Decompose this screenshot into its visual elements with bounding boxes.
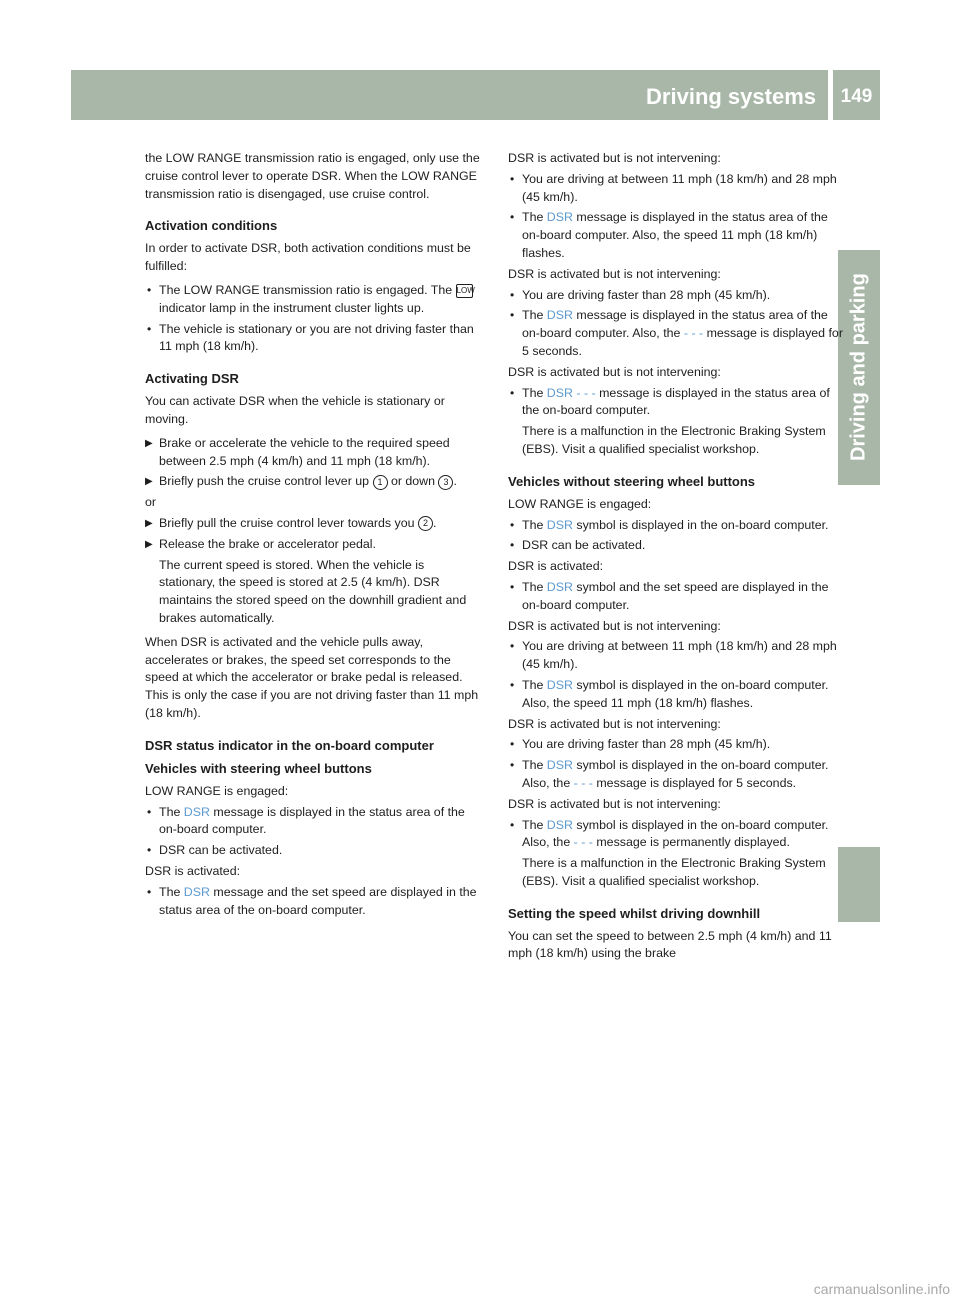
list-item: • The vehicle is stationary or you are not driving faster than 11 mph (18 km/h). [147,321,474,354]
footer-watermark: carmanualsonline.info [813,1281,950,1297]
condition-label: DSR is activated but is not intervening: [508,151,721,165]
display-text: DSR [546,579,573,594]
condition-label: DSR is activated but is not intervening: [508,716,721,731]
list-item: • You are driving at between 11 mph (18 km/h) and 28 mph (45 km/h). [510,639,837,672]
display-text: DSR - - - [546,385,596,400]
bullet-icon: • [147,884,152,899]
step-item: ▶ Brake or accelerate the vehicle to the required speed between 2.5 mph (4 km/h) and 11 mph (18 km/h). [145,435,450,468]
bullet-icon: • [147,843,152,858]
bullet-icon: • [510,171,515,186]
bullet-icon: • [510,817,515,832]
display-text: DSR [546,677,573,692]
list-item: • The DSR message is displayed in the status area of the on-board computer. [147,804,465,837]
bullet-icon: • [510,677,515,692]
condition-label: DSR is activated but is not intervening: [508,796,721,811]
bullet-icon: • [510,517,515,532]
bullet-icon: • [147,321,152,336]
step-item: ▶ Briefly pull the cruise control lever towards you 2 . [145,515,483,533]
list-item: • You are driving faster than 28 mph (45 km/h). [508,287,846,305]
display-text: DSR [546,308,573,323]
display-text: - - - [573,775,593,790]
list-item-note: There is a malfunction in the Electronic Braking System (EBS). Visit a qualified specialist workshop. [522,856,826,888]
downhill-heading: Setting the speed whilst driving downhill [508,905,761,921]
list-item: • The DSR message is displayed in the status area of the on-board computer. Also, the - - - message is displayed for 5 seconds. [510,308,843,358]
step-arrow-icon: ▶ [145,476,153,488]
display-text: - - - [683,326,704,341]
with-buttons-heading: Vehicles with steering wheel buttons [145,760,372,776]
without-buttons-heading: Vehicles without steering wheel buttons [508,473,756,489]
bullet-icon: • [510,385,515,400]
bullet-icon: • [510,287,515,302]
condition-label: DSR is activated: [145,863,241,878]
display-text: DSR [546,517,573,532]
paragraph: When DSR is activated and the vehicle pulls away, accelerates or brakes, the speed set corresponds to the speed at which the accelerator or brake pedal is released. This is only the case if you are not driving faster than 11 mph (18 km/h). [145,634,479,720]
bullet-icon: • [147,804,152,819]
callout-3-icon: 3 [438,475,453,490]
low-range-lamp-icon: LOW [456,284,473,298]
bullet-icon: • [147,282,152,297]
display-text: DSR [546,817,573,832]
activating-dsr-text: You can activate DSR when the vehicle is stationary or moving. [145,394,445,426]
callout-2-icon: 2 [418,516,433,531]
list-item-note: There is a malfunction in the Electronic Braking System (EBS). Visit a qualified specialist workshop. [522,424,826,456]
intro-paragraph: the LOW RANGE transmission ratio is engaged, only use the cruise control lever to operate DSR. When the LOW RANGE transmission ratio is disengaged, use cruise control. [145,151,480,201]
step-arrow-icon: ▶ [145,538,153,550]
condition-label: DSR is activated: [508,559,604,574]
step-arrow-icon: ▶ [145,517,153,529]
display-text: DSR [183,804,210,819]
bullet-icon: • [510,538,515,553]
step-item: ▶ Release the brake or accelerator pedal. [145,536,483,554]
left-column [145,150,483,922]
list-item: • The DSR symbol is displayed in the on-board computer. [508,517,846,535]
page-number: 149 [840,86,873,107]
list-item: • The DSR symbol is displayed in the on-board computer. Also, the - - - message is permanently displayed. [510,817,829,850]
list-item: • The LOW RANGE transmission ratio is engaged. The LOW indicator lamp in the instrument cluster lights up. [147,282,475,315]
list-item: • The DSR message and the set speed are displayed in the status area of the on-board computer. [147,884,477,917]
list-item: • DSR can be activated. [508,537,846,555]
condition-label: LOW RANGE is engaged: [508,496,652,511]
list-item: • You are driving at between 11 mph (18 km/h) and 28 mph (45 km/h). [510,171,837,204]
bullet-icon: • [510,737,515,752]
bullet-icon: • [510,579,515,594]
list-item: • The DSR message is displayed in the status area of the on-board computer. Also, the speed 11 mph (18 km/h) flashes. [510,210,828,260]
list-item: • DSR can be activated. [145,842,483,860]
bullet-icon: • [510,308,515,323]
callout-1-icon: 1 [373,475,388,490]
activating-dsr-heading: Activating DSR [145,371,239,387]
display-text: - - - [573,835,593,850]
activation-conditions-text: In order to activate DSR, both activation conditions must be fulfilled: [145,241,471,274]
status-indicator-heading: DSR status indicator in the on-board computer [145,737,434,753]
activation-conditions-heading: Activation conditions [145,218,278,234]
list-item: • The DSR - - - message is displayed in the status area of the on-board computer. [510,385,830,418]
condition-label: DSR is activated but is not intervening: [508,364,721,379]
or-text: or [145,495,157,510]
condition-label: DSR is activated but is not intervening: [508,618,721,633]
step-item: ▶ Briefly push the cruise control lever up 1 or down 3 . [145,473,483,491]
display-text: DSR [183,884,210,899]
step-result: The current speed is stored. When the vehicle is stationary, the speed is stored at 2.5 (4 km/h). DSR maintains the stored speed on the downhill gradient and brakes automatically. [159,557,467,625]
display-text: DSR [546,210,573,225]
section-title: Driving systems [646,84,816,109]
bullet-icon: • [510,210,515,225]
side-tab-label: Driving and parking [847,273,870,462]
step-arrow-icon: ▶ [145,437,153,449]
display-text: DSR [546,758,573,773]
condition-label: LOW RANGE is engaged: [145,783,289,798]
list-item: • The DSR symbol is displayed in the on-board computer. Also, the speed 11 mph (18 km/h) flashes. [510,677,829,710]
page-number-box [833,70,880,120]
bullet-icon: • [510,639,515,654]
bullet-icon: • [510,758,515,773]
right-column [508,150,846,969]
list-item: • The DSR symbol is displayed in the on-board computer. Also, the - - - message is displayed for 5 seconds. [510,758,829,790]
downhill-text: You can set the speed to between 2.5 mph (4 km/h) and 11 mph (18 km/h) using the brake [508,928,832,961]
header-bar [71,70,828,120]
list-item: • The DSR symbol and the set speed are displayed in the on-board computer. [510,579,829,612]
list-item: • You are driving faster than 28 mph (45 km/h). [508,736,846,754]
condition-label: DSR is activated but is not intervening: [508,266,721,281]
